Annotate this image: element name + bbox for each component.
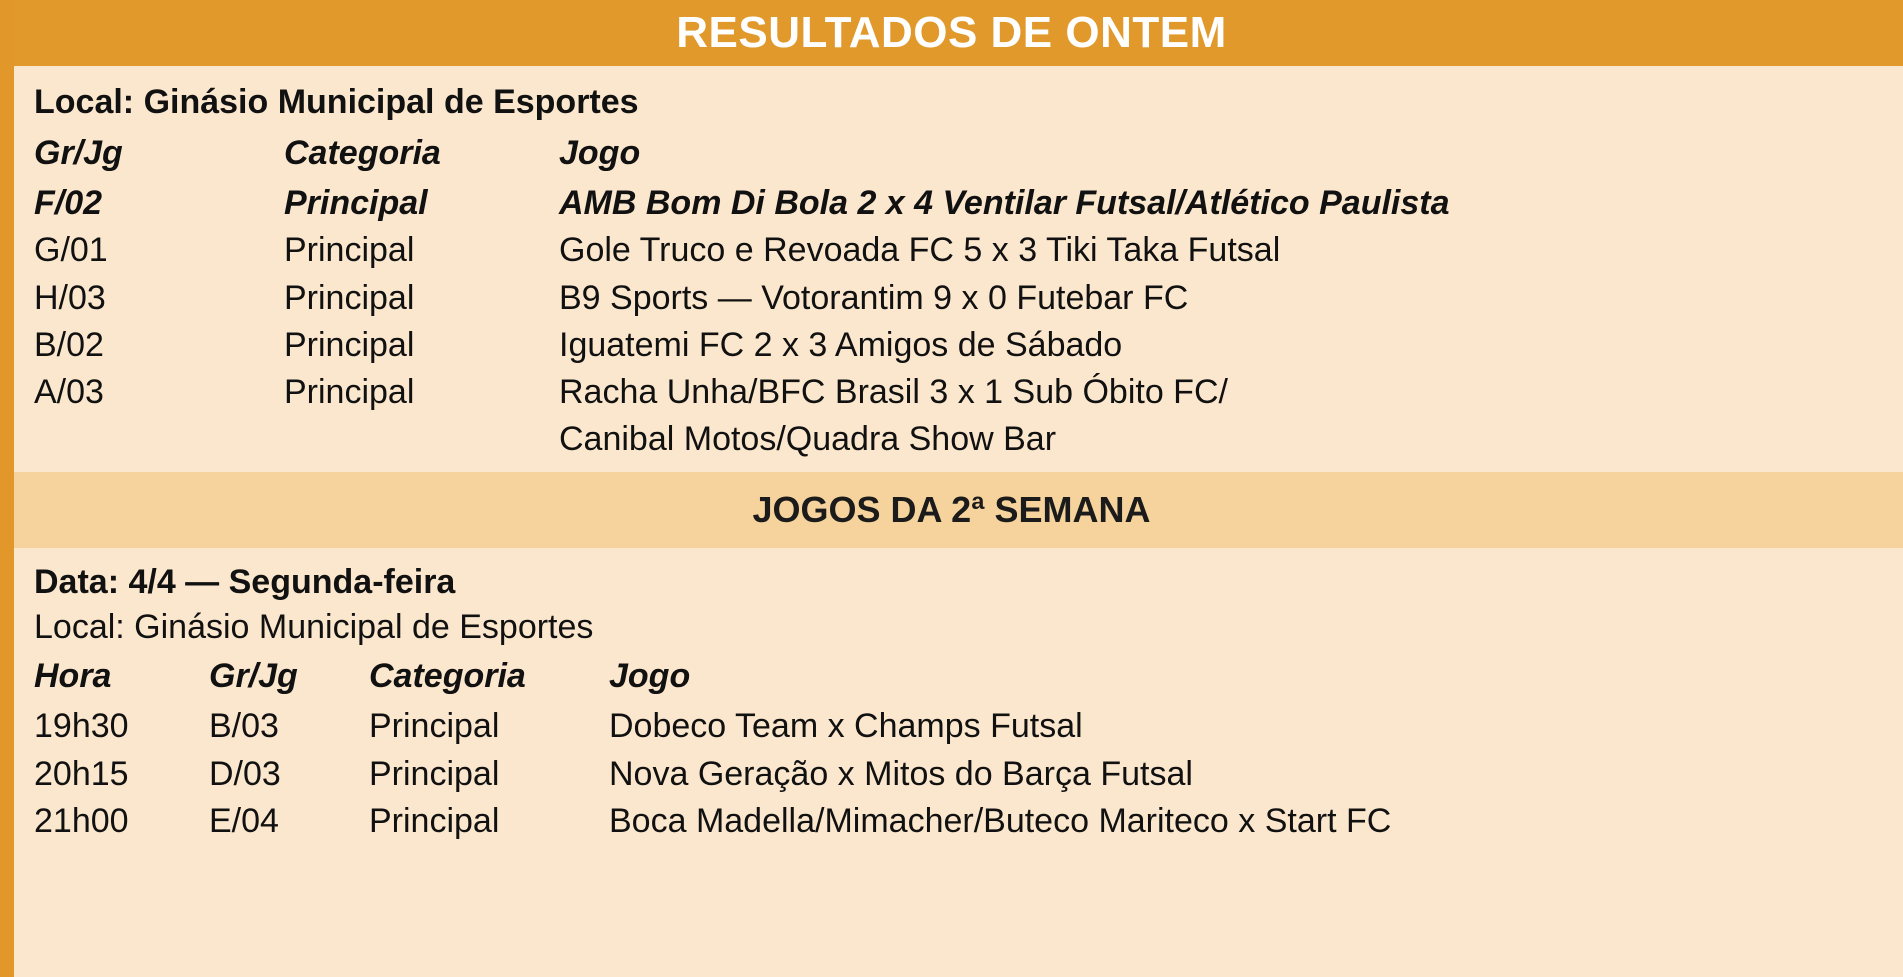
cell-jogo: Boca Madella/Mimacher/Buteco Mariteco x Start FC	[609, 801, 1392, 840]
week-banner	[0, 472, 1903, 548]
table-row	[34, 704, 1903, 751]
table-row	[34, 799, 1903, 846]
cell-categoria: Principal	[369, 801, 500, 840]
cell-hora: 19h30	[34, 707, 129, 746]
cell-grjg: G/01	[34, 231, 108, 270]
table-row	[34, 752, 1903, 799]
header-grjg: Gr/Jg	[34, 133, 123, 172]
cell-empty	[284, 417, 559, 464]
cell-jogo-continuation: Canibal Motos/Quadra Show Bar	[559, 420, 1057, 459]
left-accent-bar	[0, 0, 14, 977]
cell-grjg: F/02	[34, 184, 103, 223]
header-hora: Hora	[34, 657, 112, 696]
cell-hora: 21h00	[34, 801, 129, 840]
cell-jogo: Nova Geração x Mitos do Barça Futsal	[609, 754, 1193, 793]
week-venue-label: Local: Ginásio Municipal de Esportes	[34, 608, 594, 647]
header-categoria: Categoria	[284, 133, 441, 172]
week-section	[0, 548, 1903, 846]
cell-categoria: Principal	[284, 278, 415, 317]
header-jogo: Jogo	[609, 657, 691, 696]
cell-categoria: Principal	[284, 325, 415, 364]
table-row-continuation	[34, 417, 1903, 464]
cell-grjg: B/03	[209, 707, 279, 746]
cell-grjg: D/03	[209, 754, 281, 793]
cell-empty	[34, 417, 284, 464]
table-row	[34, 276, 1903, 323]
cell-jogo: AMB Bom Di Bola 2 x 4 Ventilar Futsal/Atlético Paulista	[559, 184, 1450, 223]
cell-grjg: H/03	[34, 278, 106, 317]
cell-jogo: Dobeco Team x Champs Futsal	[609, 707, 1083, 746]
cell-hora: 20h15	[34, 754, 129, 793]
cell-grjg: A/03	[34, 372, 104, 411]
header-jogo: Jogo	[559, 133, 641, 172]
table-header-row	[34, 131, 1903, 181]
header-categoria: Categoria	[369, 657, 526, 696]
cell-jogo: Racha Unha/BFC Brasil 3 x 1 Sub Óbito FC/	[559, 372, 1228, 411]
results-section	[0, 66, 1903, 472]
table-header-row	[34, 654, 1903, 704]
table-row	[34, 370, 1903, 417]
cell-jogo: B9 Sports — Votorantim 9 x 0 Futebar FC	[559, 278, 1189, 317]
results-banner-title: RESULTADOS DE ONTEM	[676, 8, 1227, 57]
week-banner-title: JOGOS DA 2ª SEMANA	[752, 489, 1151, 531]
cell-jogo: Gole Truco e Revoada FC 5 x 3 Tiki Taka Futsal	[559, 231, 1281, 270]
results-table	[34, 131, 1903, 465]
cell-grjg: B/02	[34, 325, 104, 364]
table-row	[34, 181, 1903, 228]
table-row	[34, 323, 1903, 370]
week-table	[34, 654, 1903, 846]
cell-categoria: Principal	[284, 372, 415, 411]
cell-categoria: Principal	[369, 707, 500, 746]
cell-categoria: Principal	[284, 184, 428, 223]
cell-jogo: Iguatemi FC 2 x 3 Amigos de Sábado	[559, 325, 1123, 364]
header-grjg: Gr/Jg	[209, 657, 298, 696]
results-venue-label: Local: Ginásio Municipal de Esportes	[34, 83, 639, 121]
cell-categoria: Principal	[284, 231, 415, 270]
results-banner	[0, 0, 1903, 66]
cell-grjg: E/04	[209, 801, 279, 840]
cell-categoria: Principal	[369, 754, 500, 793]
week-date-label: Data: 4/4 — Segunda-feira	[34, 563, 456, 602]
table-row	[34, 228, 1903, 275]
